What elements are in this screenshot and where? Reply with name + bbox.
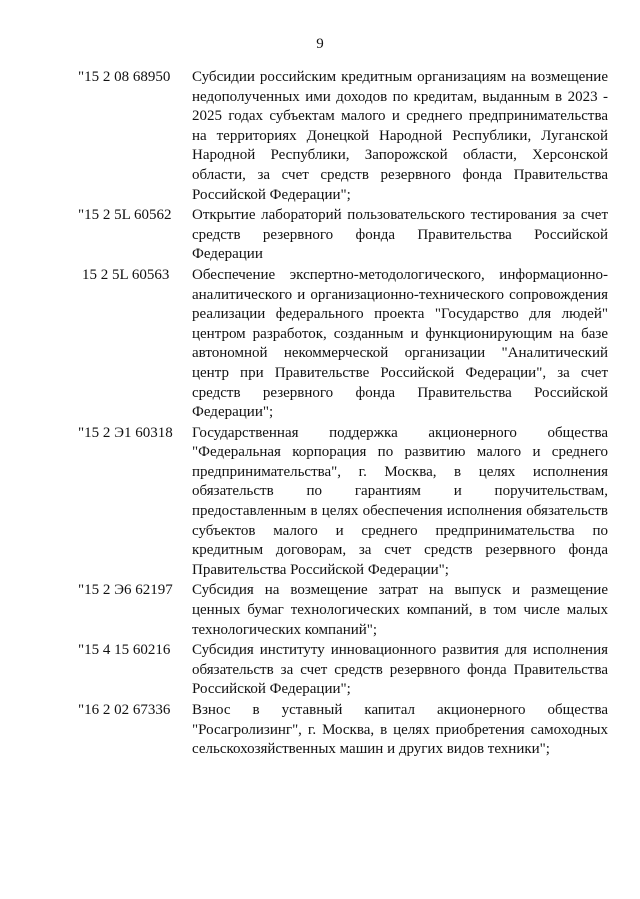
page-number: 9 [316, 36, 324, 52]
budget-description: Субсидия институту инновационного развития для исполнения обязательств за счет средств резервного фонда Правительства Российской Федерации"; [192, 642, 608, 698]
budget-code-list [78, 68, 608, 761]
budget-description: Обеспечение экспертно-методологического, информационно-аналитического и организационно-технического сопровождения реализации федерального проекта "Государство для людей" центром разработок, созданным и функционирующим на базе автономной некоммерческой организации "Аналитический центр при Правительстве Российской Федерации", за счет средств резервного фонда Правительства Российской Федерации"; [192, 266, 608, 421]
budget-code: "15 2 5L 60562 [78, 207, 172, 224]
budget-description: Открытие лабораторий пользовательского тестирования за счет средств резервного фонда Правительства Российской Федерации [192, 207, 608, 263]
budget-code: "15 2 08 68950 [78, 69, 171, 85]
budget-description: Государственная поддержка акционерного общества "Федеральная корпорация по развитию малого и среднего предпринимательства", г. Москва, в целях исполнения обязательств по гарантиям и поручительствам, предоставленным в целях обеспечения исполнения обязательств субъектов малого и среднего предпринимательства по кредитным договорам, за счет средств резервного фонда Правительства Российской Федерации"; [192, 424, 608, 578]
budget-code: "15 2 Э6 62197 [78, 582, 173, 599]
list-item [78, 424, 608, 581]
budget-code: 15 2 5L 60563 [82, 266, 170, 283]
budget-description: Субсидии российским кредитным организациям на возмещение недополученных ими доходов по кредитам, выданным в 2023 - 2025 годах субъектам малого и среднего предпринимательства на территориях Донецкой Народной Республики, Луганской Народной Республики, Запорожской области, Херсонской области, за счет средств резервного фонда Правительства Российской Федерации"; [192, 69, 608, 203]
budget-code: "15 4 15 60216 [78, 642, 171, 659]
list-item [78, 701, 608, 760]
budget-description: Взнос в уставный капитал акционерного общества "Росагролизинг", г. Москва, в целях приобретения самоходных сельскохозяйственных машин и других видов техники"; [192, 702, 608, 758]
list-item [78, 206, 608, 265]
list-item [78, 68, 608, 205]
list-item [78, 266, 608, 423]
list-item [78, 581, 608, 640]
budget-code: "15 2 Э1 60318 [78, 424, 173, 441]
budget-code: "16 2 02 67336 [78, 702, 171, 718]
list-item [78, 641, 608, 700]
budget-description: Субсидия на возмещение затрат на выпуск и размещение ценных бумаг технологических компаний, в том числе малых технологических компаний"; [192, 582, 608, 638]
